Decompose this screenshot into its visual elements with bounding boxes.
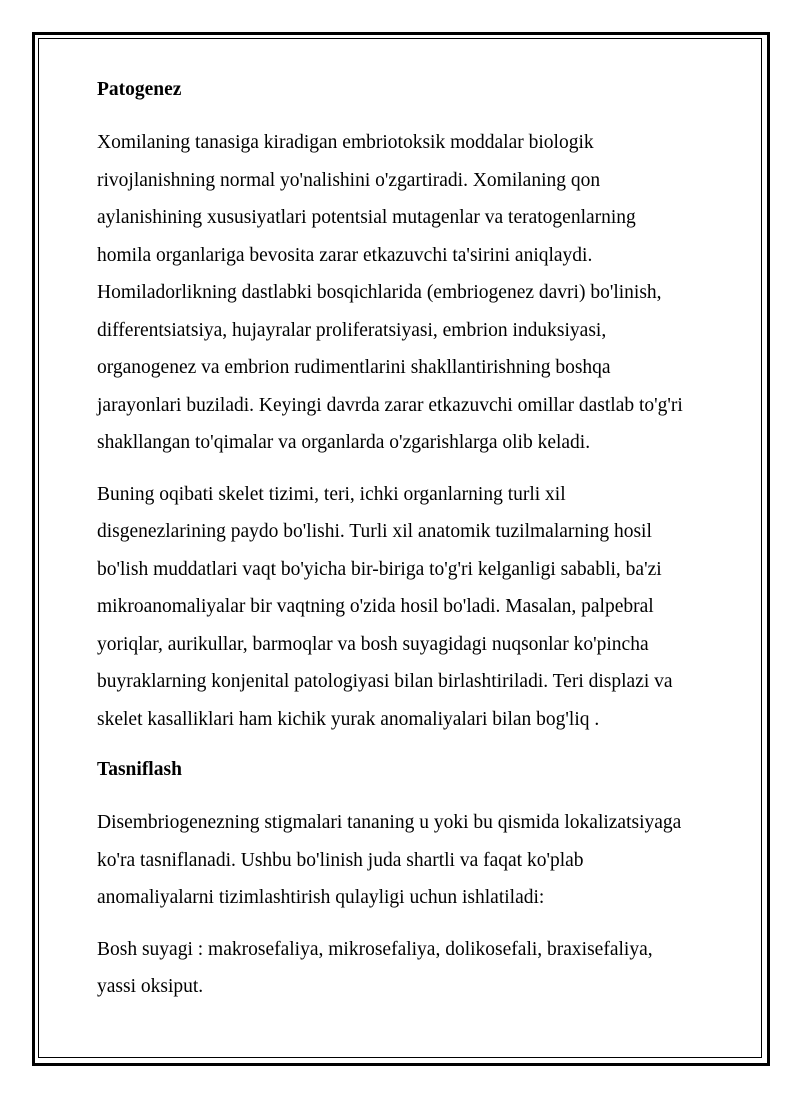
paragraph: [97, 931, 747, 1006]
text-line: mikroanomaliyalar bir vaqtning o'zida hosil bo'ladi. Masalan, palpebral: [97, 596, 654, 617]
text-line: aylanishining xususiyatlari potentsial mutagenlar va teratogenlarning: [97, 207, 636, 228]
text-line: organogenez va embrion rudimentlarini shakllantirishning boshqa: [97, 357, 611, 378]
text-line: Bosh suyagi : makrosefaliya, mikrosefaliya, dolikosefali, braxisefaliya,: [97, 938, 653, 960]
section-heading: Tasniflash: [97, 759, 182, 780]
text-line: differentsiatsiya, hujayralar proliferatsiyasi, embrion induksiyasi,: [97, 319, 607, 341]
text-line: bo'lish muddatlari vaqt bo'yicha bir-biriga to'g'ri kelganligi sababli, ba'zi: [97, 558, 662, 580]
text-line: shakllangan to'qimalar va organlarda o'zgarishlarga olib keladi.: [97, 432, 591, 453]
text-line: Disembriogenezning stigmalari tananing u yoki bu qismida lokalizatsiyaga: [97, 812, 682, 833]
text-line: yassi oksiput.: [97, 976, 204, 997]
paragraph: [97, 804, 747, 917]
text-line: skelet kasalliklari ham kichik yurak anomaliyalari bilan bog'liq .: [97, 708, 600, 730]
text-line: ko'ra tasniflanadi. Ushbu bo'linish juda shartli va faqat ko'plab: [97, 849, 584, 871]
text-line: rivojlanishning normal yo'nalishini o'zgartiradi. Xomilaning qon: [97, 169, 601, 191]
text-line: yoriqlar, aurikullar, barmoqlar va bosh suyagidagi nuqsonlar ko'pincha: [97, 633, 649, 655]
text-line: anomaliyalarni tizimlashtirish qulayligi uchun ishlatiladi:: [97, 887, 545, 908]
document-body: [97, 72, 747, 1020]
text-line: homila organlariga bevosita zarar etkazuvchi ta'sirini aniqlaydi.: [97, 244, 593, 266]
text-line: Buning oqibati skelet tizimi, teri, ichki organlarning turli xil: [97, 483, 566, 505]
text-line: Homiladorlikning dastlabki bosqichlarida (embriogenez davri) bo'linish,: [97, 282, 662, 303]
paragraph: [97, 476, 747, 739]
text-line: buyraklarning konjenital patologiyasi bilan birlashtiriladi. Teri displazi va: [97, 671, 673, 692]
text-line: jarayonlari buziladi. Keyingi davrda zarar etkazuvchi omillar dastlab to'g'ri: [97, 394, 683, 416]
section-patogenez: [97, 72, 747, 738]
paragraph: [97, 124, 747, 462]
section-heading: Patogenez: [97, 79, 182, 100]
text-line: Xomilaning tanasiga kiradigan embriotoksik moddalar biologik: [97, 132, 594, 153]
text-line: disgenezlarining paydo bo'lishi. Turli xil anatomik tuzilmalarning hosil: [97, 521, 652, 542]
section-tasniflash: [97, 752, 747, 1006]
